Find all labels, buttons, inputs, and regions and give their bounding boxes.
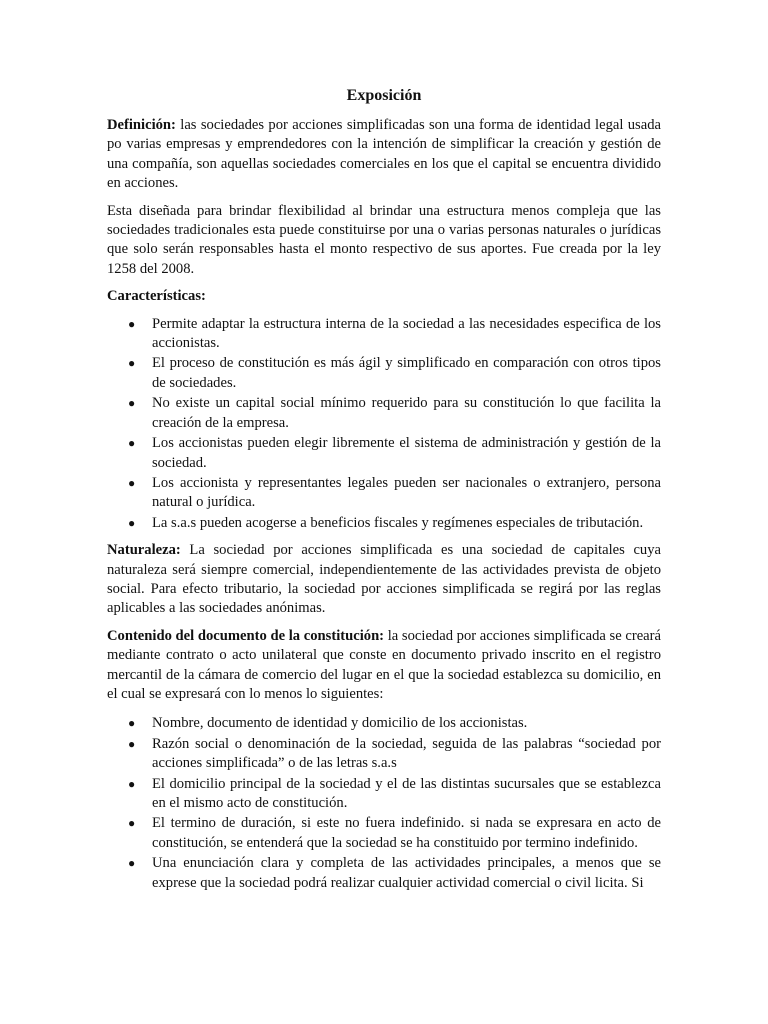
characteristics-heading: Características: <box>107 288 206 305</box>
bullet-icon: ● <box>128 316 136 331</box>
definition-label: Definición: <box>107 117 176 133</box>
list-item: ● Permite adaptar la estructura interna de la sociedad a las necesidades especifica de los accionistas. <box>128 315 661 352</box>
characteristics-list <box>107 315 661 533</box>
document-title: Exposición <box>346 87 422 104</box>
nature-text: La sociedad por acciones simplificada es una sociedad de capitales cuya naturaleza será siempre comercial, independientemente de las actividades prevista de objeto social. Para efecto tributario, la sociedad por acciones simplificada se regirá por las reglas aplicables a las sociedades anónimas. <box>107 542 661 617</box>
bullet-icon: ● <box>128 396 136 411</box>
bullet-icon: ● <box>128 856 136 871</box>
list-item: ● No existe un capital social mínimo requerido para su constitución lo que facilita la creación de la empresa. <box>128 395 661 431</box>
list-item: ● Nombre, documento de identidad y domicilio de los accionistas. <box>107 714 661 733</box>
content-label: Contenido del documento de la constitución: <box>107 627 385 644</box>
bullet-icon: ● <box>128 356 136 371</box>
list-item: ● Una enunciación clara y completa de las actividades principales, a menos que se exprese que la sociedad podrá realizar cualquier actividad comercial o civil licita. Si <box>128 855 661 891</box>
definition-text: las sociedades por acciones simplificadas son una forma de identidad legal usada po varias empresas y emprendedores con la intención de simplificar la creación y gestión de una compañía, son aquellas sociedades comerciales en los que el capital se encuentra dividido en acciones. <box>107 117 661 192</box>
list-item: ● El proceso de constitución es más ágil y simplificado en comparación con otros tipos de sociedades. <box>128 355 661 391</box>
list-item: ● Razón social o denominación de la sociedad, seguida de las palabras “sociedad por acciones simplificada” o de las letras s.a.s <box>128 735 661 772</box>
intro-paragraph: Esta diseñada para brindar flexibilidad al brindar una estructura menos compleja que las sociedades tradicionales esta puede constituirse por una o varias personas naturales o jurídicas que solo serán responsables hasta el monto respectivo de sus aportes. Fue creada por la ley 1258 del 2008. <box>107 202 661 277</box>
bullet-icon: ● <box>128 436 136 451</box>
bullet-icon: ● <box>128 816 136 831</box>
bullet-icon: ● <box>128 716 136 731</box>
list-item: ● Los accionista y representantes legales pueden ser nacionales o extranjero, persona natural o jurídica. <box>128 474 661 511</box>
list-item: ● El domicilio principal de la sociedad y el de las distintas sucursales que se establezca en el mismo acto de constitución. <box>128 775 661 811</box>
bullet-icon: ● <box>128 475 136 490</box>
definition-paragraph <box>107 116 661 194</box>
nature-label: Naturaleza: <box>107 542 181 559</box>
bullet-icon: ● <box>128 736 136 751</box>
content-text: la sociedad por acciones simplificada se creará mediante contrato o acto unilateral que conste en documento privado inscrito en el registro mercantil de la cámara de comercio del lugar en el que la sociedad establezca su domicilio, en el cual se expresará con lo menos lo siguientes: <box>107 627 661 702</box>
list-item: ● El termino de duración, si este no fuera indefinido. si nada se expresara en acto de constitución, se entenderá que la sociedad se ha constituido por termino indefinido. <box>128 815 661 851</box>
list-item: ● La s.a.s pueden acogerse a beneficios fiscales y regímenes especiales de tributación. <box>107 514 661 533</box>
nature-paragraph <box>107 541 661 619</box>
bullet-icon: ● <box>128 515 136 530</box>
document-page <box>107 86 661 901</box>
content-list <box>107 714 661 893</box>
content-paragraph <box>107 627 661 705</box>
bullet-icon: ● <box>128 776 136 791</box>
list-item: ● Los accionistas pueden elegir libremente el sistema de administración y gestión de la sociedad. <box>128 435 661 471</box>
